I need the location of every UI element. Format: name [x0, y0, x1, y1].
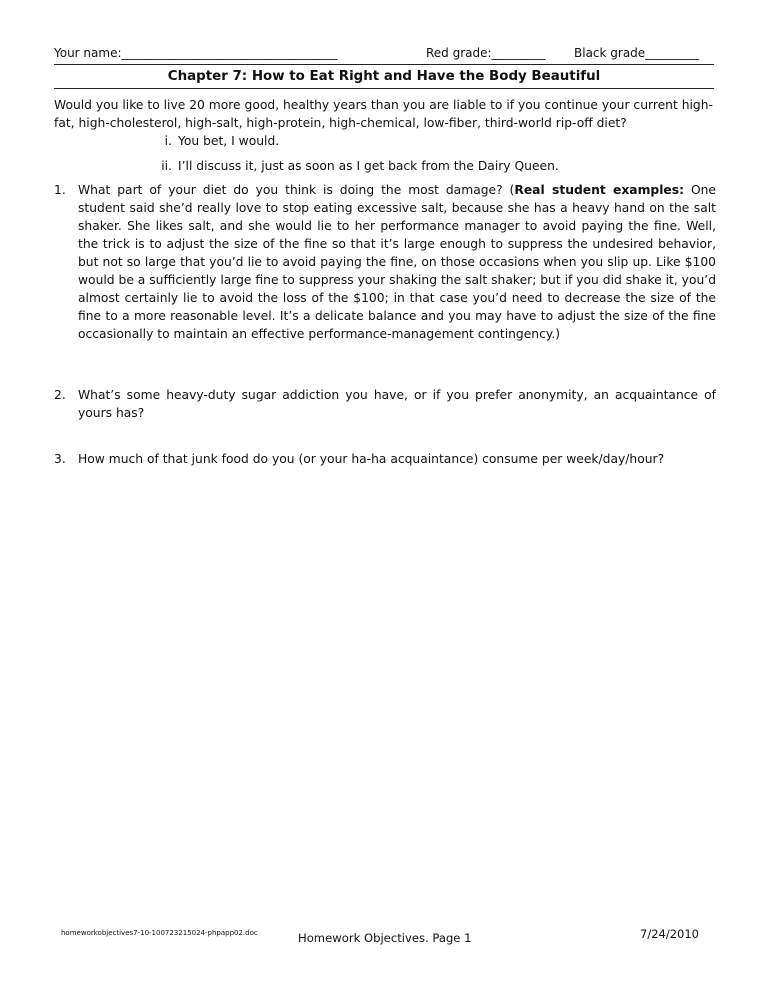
red-grade-field: Red grade:_________: [426, 46, 546, 60]
intro-paragraph: [54, 96, 716, 132]
header-divider-top: [54, 64, 714, 65]
question-text: How much of that junk food do you (or your ha-ha acquaintance) consume per week/day/hour?: [78, 452, 665, 466]
question-text-part: What part of your diet do you think is doing the most damage? (: [78, 183, 515, 197]
question-text: [78, 181, 716, 343]
chapter-title: Chapter 7: How to Eat Right and Have the Body Beautiful: [167, 69, 601, 84]
footer-page-label: Homework Objectives. Page 1: [298, 931, 472, 945]
choice-number: ii.: [161, 159, 172, 173]
question-number: 3.: [54, 452, 66, 466]
your-name-field: Your name:____________________________________: [54, 46, 338, 60]
intro-text: Would you like to live 20 more good, healthy years than you are liable to if you continue your current high-fat, high-cholesterol, high-salt, high-protein, high-chemical, low-fiber, third-world rip-off diet?: [54, 98, 713, 130]
question-number: 2.: [54, 388, 66, 402]
header-row: [54, 45, 714, 61]
question-number: 1.: [54, 183, 66, 197]
footer-date: 7/24/2010: [640, 927, 699, 941]
footer-filename: homeworkobjectives7-10-100723215024-phpapp02.doc: [61, 929, 258, 937]
question-text-part: One student said she’d really love to stop eating excessive salt, because she has a heavy hand on the salt shaker. She likes salt, and she would lie to her performance manager to avoid paying the fine. Well, the trick is to adjust the size of the fine so that it’s large enough to suppress the undesired behavior, but not so large that you’d lie to avoid paying the fine, on those occasions when you slip up. Like $100 would be a sufficiently large fine to suppress your shaking the salt shaker; but if you did shake it, you’d almost certainly lie to avoid the loss of the $100; in that case you’d need to decrease the size of the fine to a more reasonable level. It’s a delicate balance and you may have to adjust the size of the fine occasionally to maintain an effective performance-management contingency.): [78, 183, 716, 341]
header-divider-bottom: [54, 88, 714, 89]
black-grade-field: Black grade_________: [574, 46, 700, 60]
question-text: What’s some heavy-duty sugar addiction you have, or if you prefer anonymity, an acquaintance of yours has?: [78, 388, 716, 420]
question-1: [54, 181, 716, 343]
intro-choice-2: [150, 157, 559, 175]
intro-choice-1: [150, 132, 279, 150]
question-emphasis: Real student examples:: [514, 183, 685, 197]
question-3: [54, 450, 716, 468]
choice-text: You bet, I would.: [178, 134, 280, 148]
choice-text: I’ll discuss it, just as soon as I get back from the Dairy Queen.: [178, 159, 559, 173]
question-2: [54, 386, 716, 422]
choice-number: i.: [164, 134, 172, 148]
